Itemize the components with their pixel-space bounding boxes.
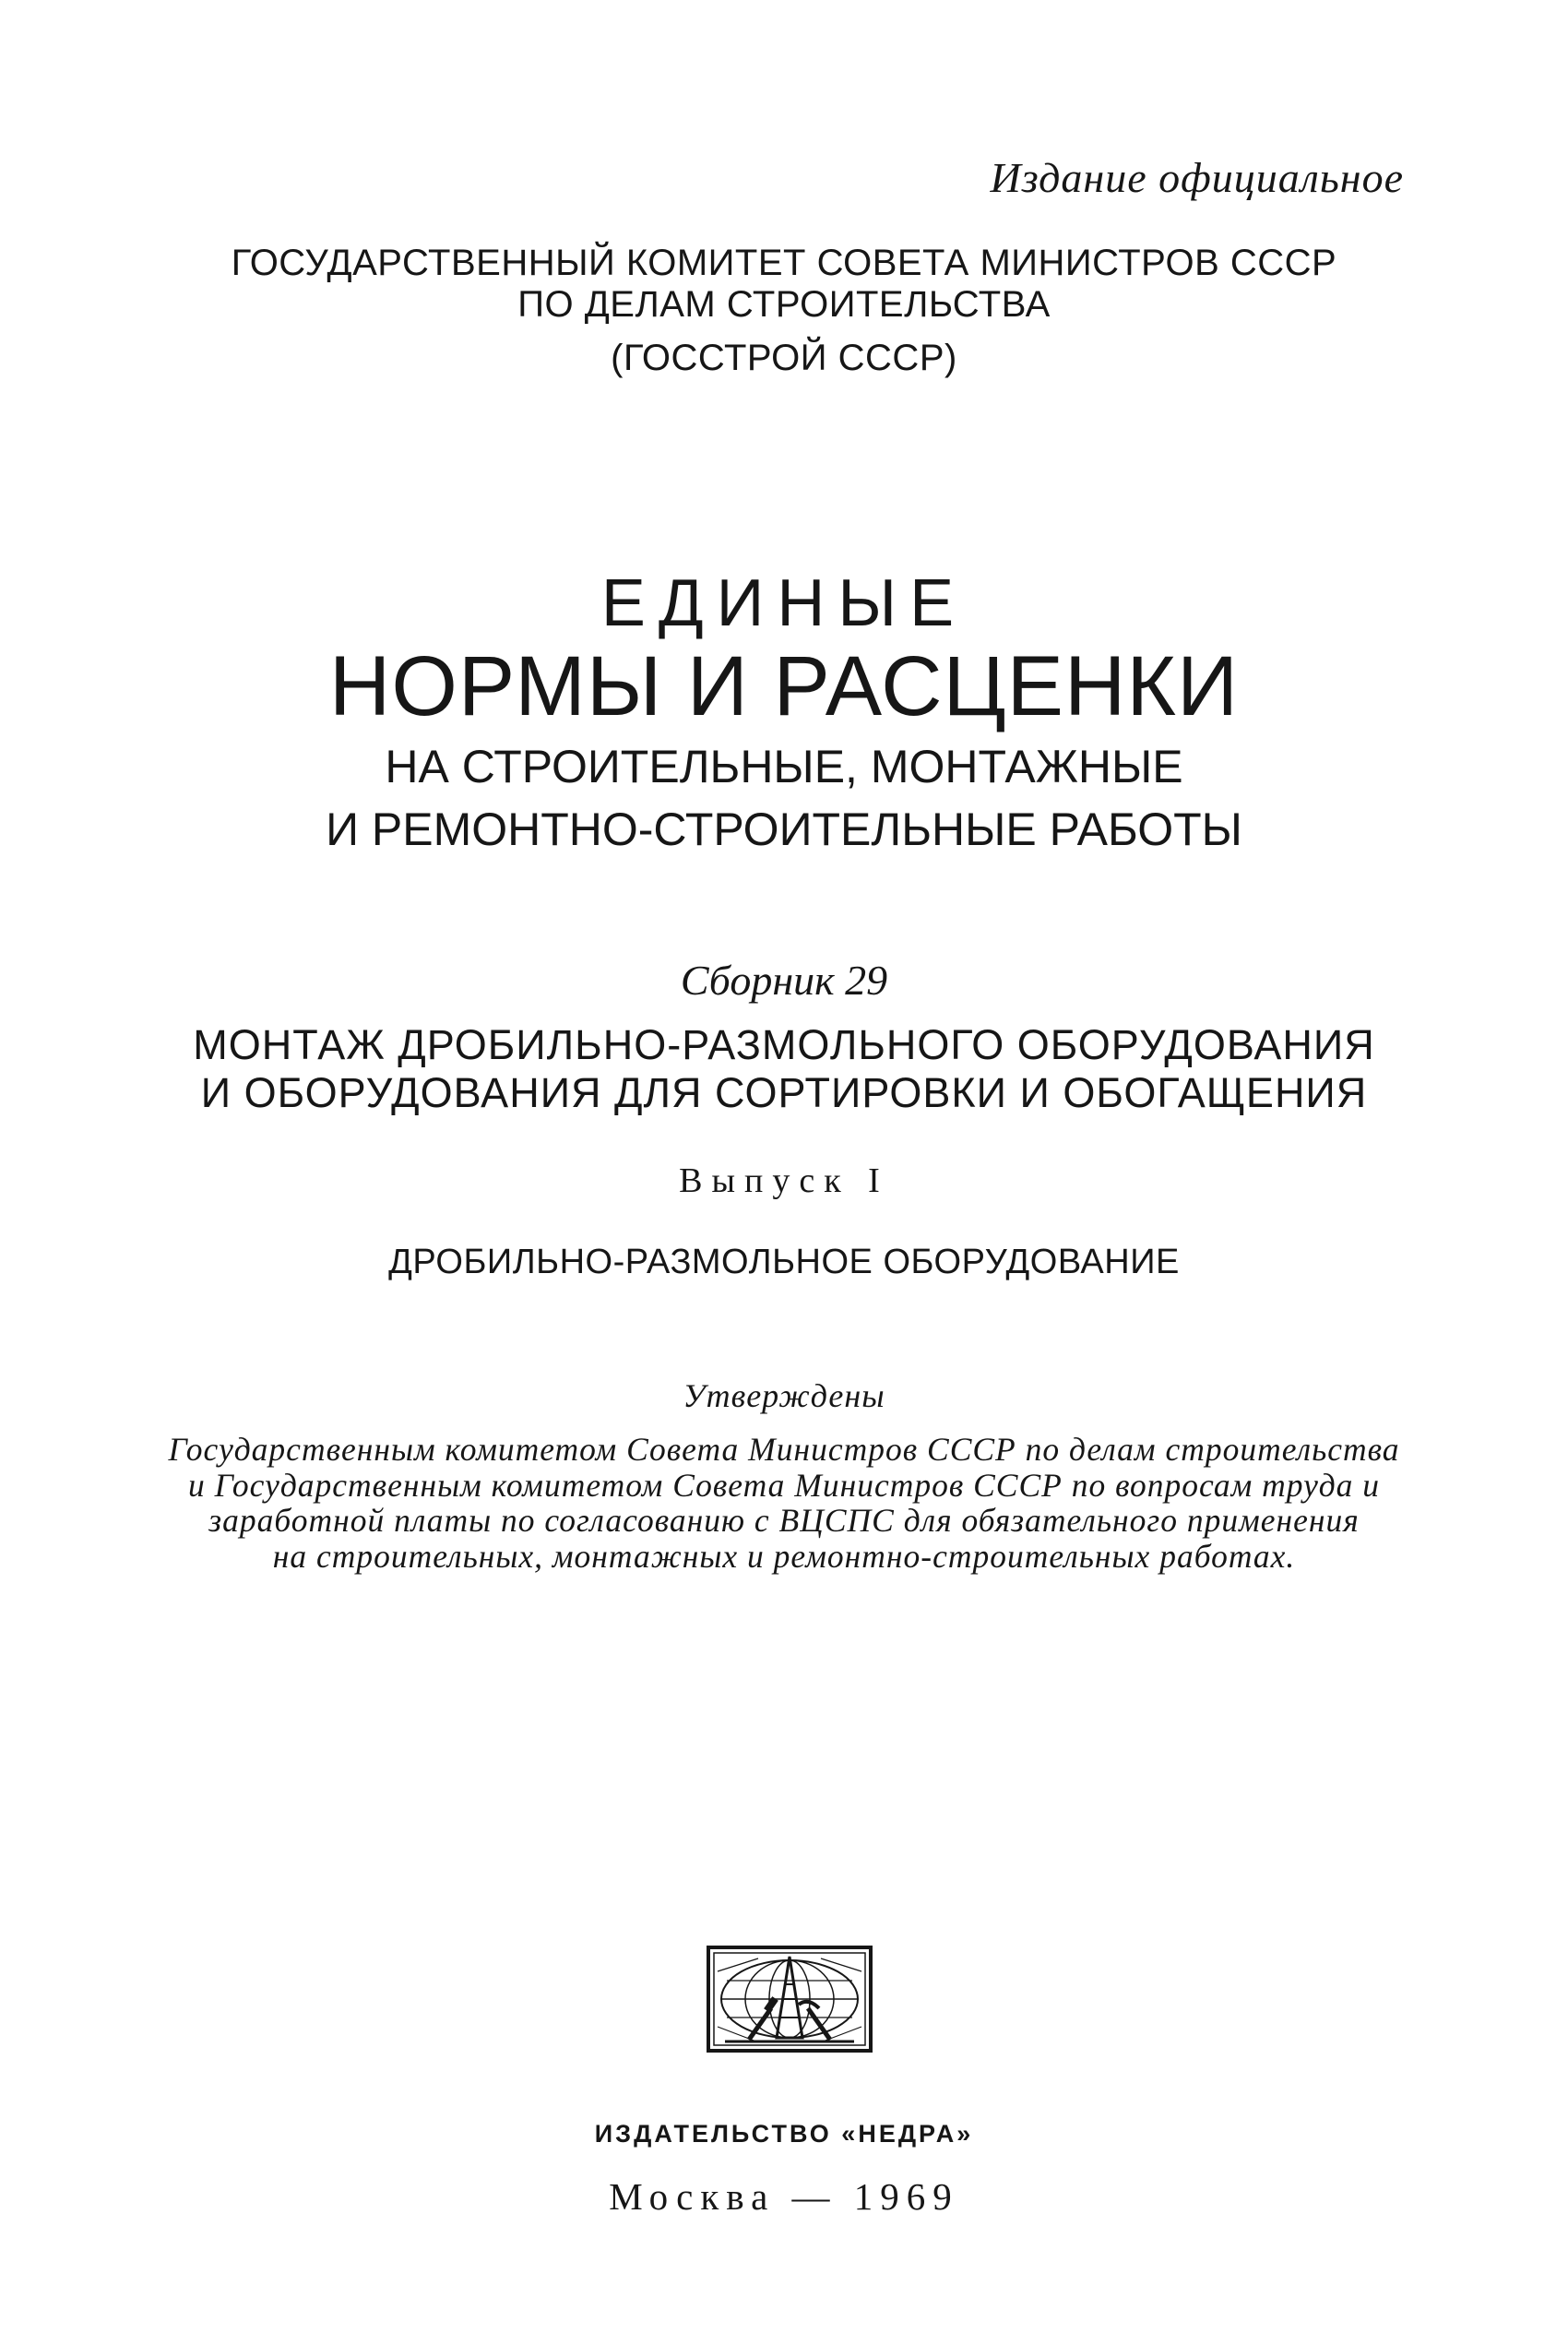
approval-line-1: Государственным комитетом Совета Министров СССР по делам строительства [168,1431,1400,1468]
title-line-4: И РЕМОНТНО-СТРОИТЕЛЬНЫЕ РАБОТЫ [326,803,1242,855]
committee-line-3: (ГОССТРОЙ СССР) [611,338,957,378]
committee-line-1: ГОСУДАРСТВЕННЫЙ КОМИТЕТ СОВЕТА МИНИСТРОВ СССР [231,243,1337,283]
approval-line-3: заработной платы по согласованию с ВЦСПС для обязательного применения [208,1502,1360,1539]
committee-line-2: ПО ДЕЛАМ СТРОИТЕЛЬСТВА [517,284,1051,325]
collection-label: Сборник 29 [680,957,888,1004]
approval-line-4: на строительных, монтажных и ремонтно-строительных работах. [272,1538,1296,1575]
collection-name-line-1: МОНТАЖ ДРОБИЛЬНО-РАЗМОЛЬНОГО ОБОРУДОВАНИЯ [193,1021,1375,1068]
issue-title: ДРОБИЛЬНО-РАЗМОЛЬНОЕ ОБОРУДОВАНИЕ [388,1243,1180,1281]
collection-name-line-2: И ОБОРУДОВАНИЯ ДЛЯ СОРТИРОВКИ И ОБОГАЩЕНИЯ [200,1069,1368,1116]
approval-line-2: и Государственным комитетом Совета Министров СССР по вопросам труда и [187,1467,1381,1504]
approval-heading: Утверждены [683,1377,885,1414]
city-year: Москва — 1969 [609,2175,959,2218]
title-line-2: НОРМЫ И РАСЦЕНКИ [328,639,1240,733]
title-line-1: ЕДИНЫЕ [600,566,968,640]
issue-label: Выпуск I [679,1161,889,1200]
publisher-name: ИЗДАТЕЛЬСТВО «НЕДРА» [594,2120,974,2148]
title-line-3: НА СТРОИТЕЛЬНЫЕ, МОНТАЖНЫЕ [385,741,1183,792]
publisher-emblem-icon [703,1944,876,2056]
edition-note: Издание официальное [990,154,1404,201]
